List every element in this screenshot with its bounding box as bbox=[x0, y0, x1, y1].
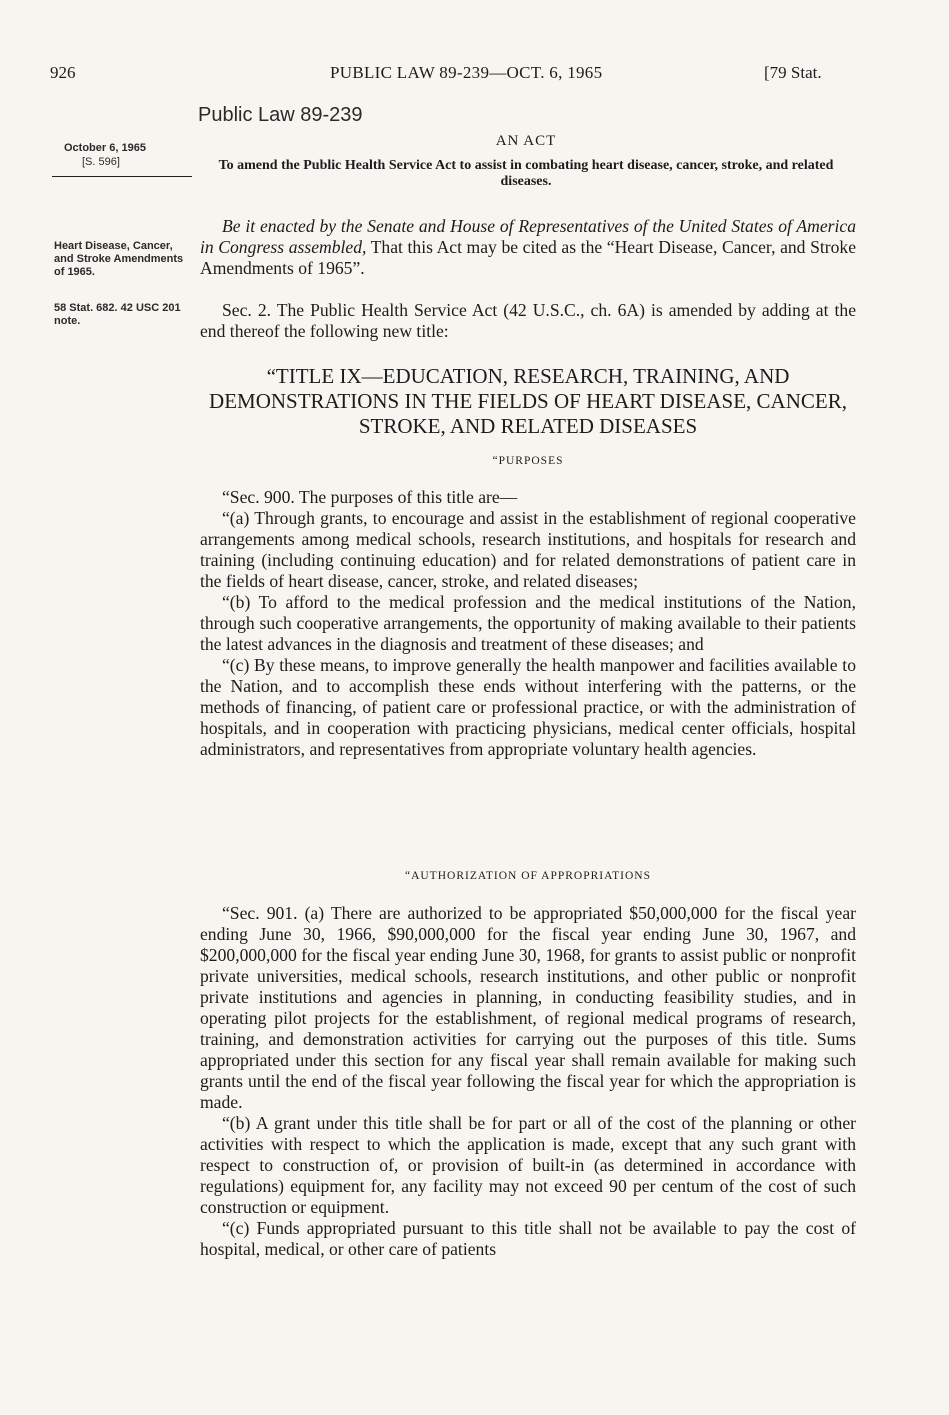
subheading-appropriations: “AUTHORIZATION OF APPROPRIATIONS bbox=[404, 870, 652, 882]
paragraph: “Sec. 900. The purposes of this title are— bbox=[222, 487, 518, 507]
margin-date: October 6, 1965 bbox=[64, 142, 146, 154]
paragraph: “(b) A grant under this title shall be for part or all of the cost of the planning or other activities with respect to which the application is made, except that any such grant with respect to construction of, or provision of built-in (as determined in accordance with regulations) equipment for, any facility may not exceed 90 per centum of the cost of such construction or equipment. bbox=[200, 1113, 856, 1217]
section-2-text: Sec. 2. The Public Health Service Act (42 U.S.C., ch. 6A) is amended by adding at the end thereof the following new title: bbox=[200, 300, 856, 341]
appropriations-section bbox=[200, 903, 856, 1260]
section-2 bbox=[200, 300, 856, 342]
purposes-section bbox=[200, 487, 856, 760]
margin-rule bbox=[52, 176, 192, 177]
margin-bill-number: [S. 596] bbox=[82, 156, 120, 168]
running-head-title: PUBLIC LAW 89-239—OCT. 6, 1965 bbox=[330, 63, 603, 82]
subheading-purposes: “PURPOSES bbox=[492, 455, 564, 467]
public-law-label: Public Law 89-239 bbox=[198, 104, 363, 126]
paragraph: “Sec. 901. (a) There are authorized to be appropriated $50,000,000 for the fiscal year ending June 30, 1966, $90,000,000 for the fiscal year ending June 30, 1967, and $200,000,000 for the fiscal year ending June 30, 1968, for grants to assist public or nonprofit private universities, medical schools, research institutions, and other public or nonprofit private institutions and agencies in planning, in conducting feasibility studies, and in operating pilot projects for the establishment, of regional medical programs of research, training, and demonstration activities for carrying out the purposes of this title. Sums appropriated under this section for any fiscal year shall remain available for making such grants until the end of the fiscal year following the fiscal year for which the appropriation is made. bbox=[200, 903, 856, 1112]
statute-volume: [79 Stat. bbox=[764, 63, 822, 82]
act-title: To amend the Public Health Service Act to assist in combating heart disease, cancer, stroke, and related diseases. bbox=[218, 158, 834, 189]
paragraph: “(c) By these means, to improve generally the health manpower and facilities available to the Nation, and to accomplish these ends without interfering with the patterns, or the methods of financing, of patient care or professional practice, or with the administration of hospitals, and in cooperation with practicing physicians, medical center officials, hospital administrators, and representatives from appropriate voluntary health agencies. bbox=[200, 655, 856, 759]
act-heading: AN ACT bbox=[495, 133, 557, 149]
enacting-clause bbox=[200, 216, 856, 279]
title-heading: “TITLE IX—EDUCATION, RESEARCH, TRAINING, AND DEMONSTRATIONS IN THE FIELDS OF HEART DISEASE, CANCER, STROKE, AND RELATED DISEASES bbox=[209, 364, 847, 438]
enacting-clause-rest: That this Act may be cited as the “Heart Disease, Cancer, and Stroke Amendments of 1965”. bbox=[200, 237, 856, 278]
paragraph: “(c) Funds appropriated pursuant to this title shall not be available to pay the cost of hospital, medical, or other care of patients bbox=[200, 1218, 856, 1259]
paragraph: “(a) Through grants, to encourage and assist in the establishment of regional cooperative arrangements among medical schools, research institutions, and hospitals for research and training (including continuing education) and for related demonstrations of patient care in the fields of heart disease, cancer, stroke, and related diseases; bbox=[200, 508, 856, 591]
enacting-clause-italic: Be it enacted by the Senate and House of Representatives of the United States of America in Congress assembled, bbox=[200, 216, 856, 257]
paragraph: “(b) To afford to the medical profession and the medical institutions of the Nation, through such cooperative arrangements, the opportunity of making available to their patients the latest advances in the diagnosis and treatment of these diseases; and bbox=[200, 592, 856, 654]
margin-short-title: Heart Disease, Cancer, and Stroke Amendments of 1965. bbox=[54, 240, 184, 278]
page-number: 926 bbox=[50, 63, 76, 82]
running-head bbox=[0, 63, 949, 87]
margin-stat-reference: 58 Stat. 682. 42 USC 201 note. bbox=[54, 302, 181, 327]
